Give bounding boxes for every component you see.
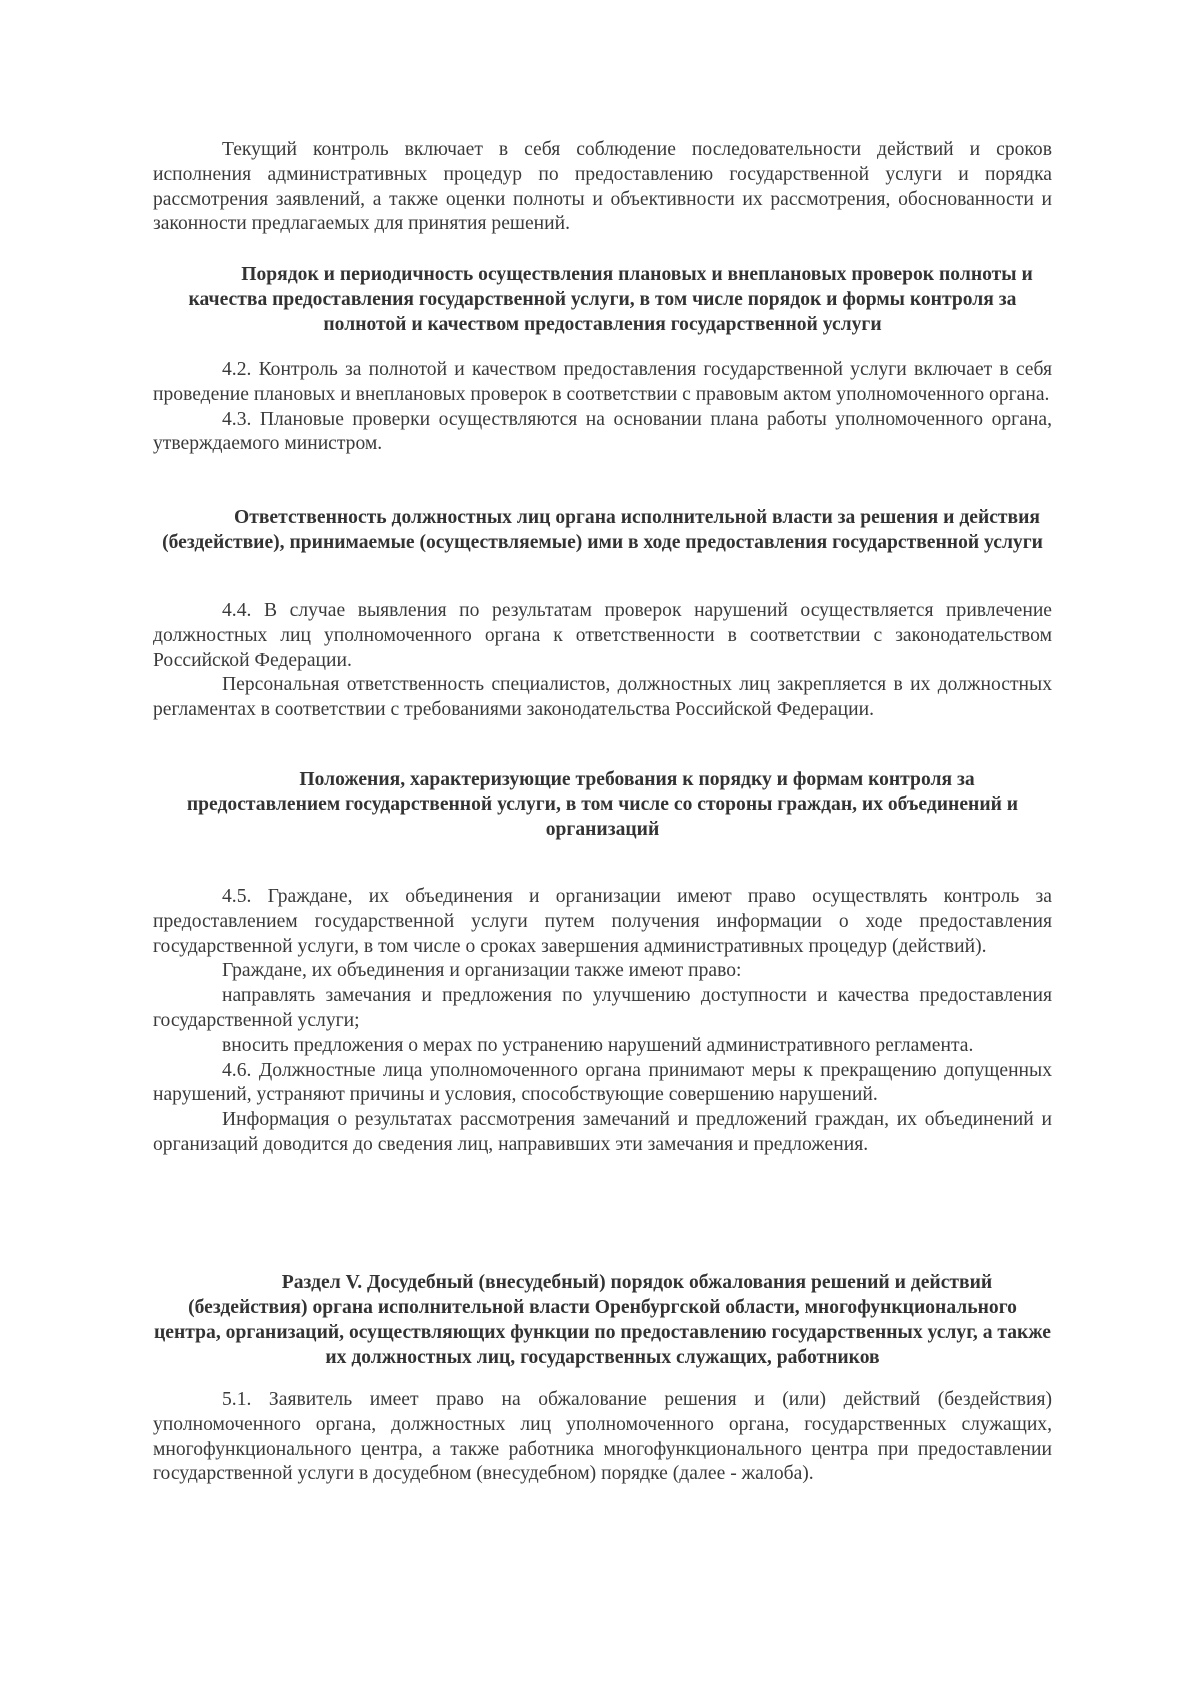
- paragraph-4-6: 4.6. Должностные лица уполномоченного органа принимают меры к прекращению допущенных нарушений, устраняют причины и условия, способствующие совершению нарушений.: [153, 1059, 1052, 1106]
- heading-inspections-block: [153, 262, 1052, 337]
- section-5-1: [153, 1388, 1052, 1487]
- heading-section-5-block: [153, 1270, 1052, 1370]
- paragraph-submit-proposals: вносить предложения о мерах по устранению нарушений административного регламента.: [222, 1034, 974, 1056]
- paragraph-information: Информация о результатах рассмотрения замечаний и предложений граждан, их объединений и организаций доводится до сведения лиц, направивших эти замечания и предложения.: [153, 1109, 1052, 1155]
- heading-citizens-control: Положения, характеризующие требования к порядку и формам контроля за предоставлением государственной услуги, в том числе со стороны граждан, их объединений и организаций: [186, 769, 1019, 840]
- heading-responsibility: Ответственность должностных лиц органа исполнительной власти за решения и действия (бездействие), принимаемые (осуществляемые) ими в ходе предоставления государственной услуги: [162, 507, 1043, 553]
- section-4-5-4-6: [153, 885, 1052, 1158]
- heading-citizens-control-block: [153, 767, 1052, 842]
- paragraph-4-3: 4.3. Плановые проверки осуществляются на основании плана работы уполномоченного органа, утверждаемого министром.: [153, 408, 1052, 455]
- paragraph-personal-responsibility: Персональная ответственность специалистов, должностных лиц закрепляется в их должностных регламентах в соответствии с требованиями законодательства Российской Федерации.: [153, 674, 1052, 721]
- paragraph-5-1: 5.1. Заявитель имеет право на обжалование решения и (или) действий (бездействия) уполномоченного органа, должностных лиц уполномоченного органа, государственных служащих, многофункционального центра, а также работника многофункционального центра при предоставлении государственной услуги в досудебном (внесудебном) порядке (далее - жалоба).: [153, 1389, 1052, 1485]
- paragraph-4-2: 4.2. Контроль за полнотой и качеством предоставления государственной услуги включает в себя проведение плановых и внеплановых проверок в соответствии с правовым актом уполномоченного органа.: [153, 359, 1052, 405]
- paragraph-4-5: 4.5. Граждане, их объединения и организации имеют право осуществлять контроль за предоставлением государственной услуги путем получения информации о ходе предоставления государственной услуги, в том числе о сроках завершения административных процедур (действий).: [153, 886, 1052, 957]
- paragraph-4-4: 4.4. В случае выявления по результатам проверок нарушений осуществляется привлечение должностных лиц уполномоченного органа к ответственности в соответствии с законодательством Российской Федерации.: [153, 600, 1052, 671]
- section-4-2-4-3: [153, 358, 1052, 457]
- section-4-4: [153, 599, 1052, 723]
- heading-inspections: Порядок и периодичность осуществления плановых и внеплановых проверок полноты и качества предоставления государственной услуги, в том числе порядок и формы контроля за полнотой и качеством предоставления государственной услуги: [188, 264, 1033, 335]
- paragraph-current-control: Текущий контроль включает в себя соблюдение последовательности действий и сроков исполнения административных процедур по предоставлению государственной услуги и порядка рассмотрения заявлений, а также оценки полноты и объективности их рассмотрения, обоснованности и законности предлагаемых для принятия решений.: [153, 139, 1052, 235]
- paragraph-also-right: Граждане, их объединения и организации также имеют право:: [222, 960, 742, 982]
- paragraph-current-control-block: [153, 138, 1052, 237]
- paragraph-send-remarks: направлять замечания и предложения по улучшению доступности и качества предоставления государственной услуги;: [153, 985, 1052, 1031]
- heading-responsibility-block: [153, 505, 1052, 555]
- heading-section-5: Раздел V. Досудебный (внесудебный) порядок обжалования решений и действий (бездействия) органа исполнительной власти Оренбургской области, многофункционального центра, организаций, осуществляющих функции по предоставлению государственных услуг, а также их должностных лиц, государственных служащих, работников: [154, 1272, 1051, 1368]
